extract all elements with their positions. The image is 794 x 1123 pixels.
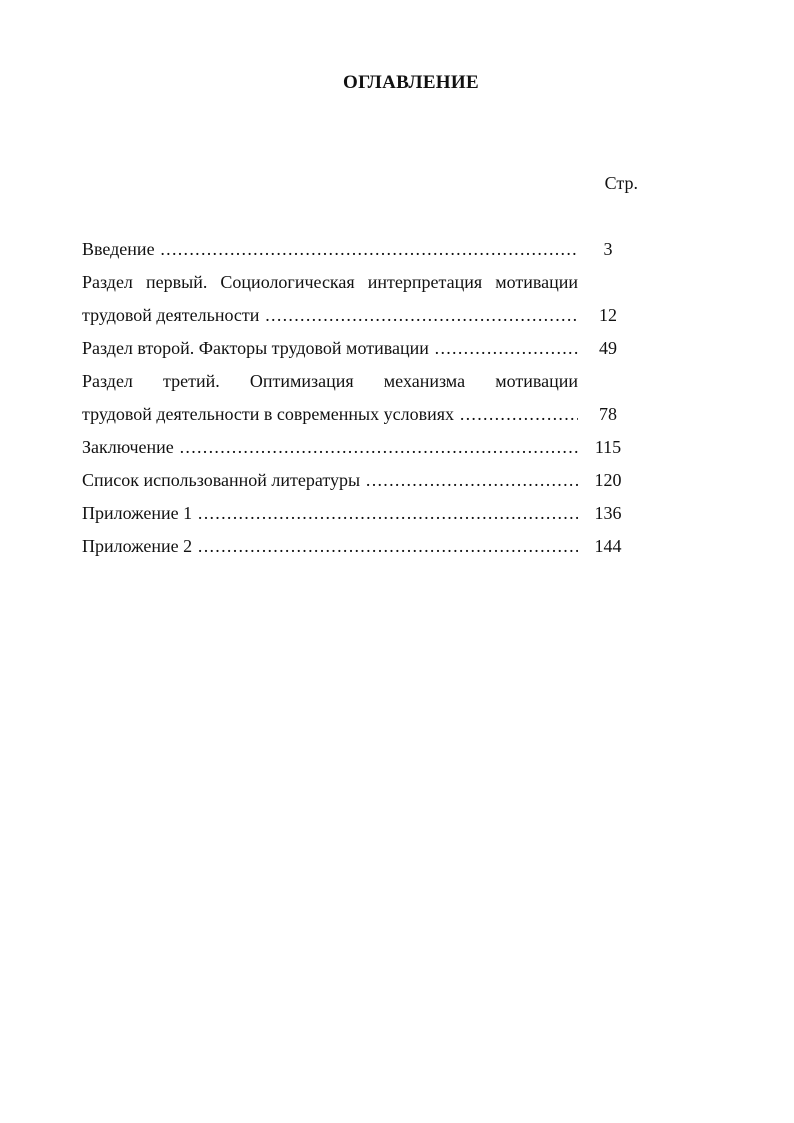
toc-entry-title: Раздел третий. Оптимизация механизма мотивации — [82, 371, 578, 391]
toc-entry-section-2[interactable] — [82, 335, 638, 368]
toc-entry-section-3[interactable] — [82, 368, 638, 434]
toc-entry-appendix-2[interactable] — [82, 533, 638, 566]
toc-entry-bibliography[interactable] — [82, 467, 638, 500]
toc-entry-introduction[interactable] — [82, 236, 638, 269]
page-number-column-header: Стр. — [604, 173, 638, 193]
toc-entry-page-number: 144 — [594, 536, 622, 556]
toc-entry-title-continued: трудовой деятельности в современных условиях ..... — [82, 401, 578, 427]
toc-entry-title: Заключение ..... — [82, 434, 578, 460]
toc-entry-page-number: 3 — [603, 239, 613, 259]
table-of-contents — [82, 236, 638, 566]
toc-entry-appendix-1[interactable] — [82, 500, 638, 533]
page-title: ОГЛАВЛЕНИЕ — [343, 72, 479, 93]
toc-entry-page-number: 12 — [599, 305, 617, 325]
toc-entry-page-number: 78 — [599, 404, 617, 424]
toc-entry-title: Приложение 2 ..... — [82, 533, 578, 559]
toc-entry-section-1[interactable] — [82, 269, 638, 335]
toc-entry-title-continued: трудовой деятельности ..... — [82, 302, 578, 328]
toc-entry-page-number: 136 — [594, 503, 622, 523]
toc-entry-page-number: 49 — [599, 338, 617, 358]
toc-entry-page-number: 120 — [594, 470, 622, 490]
toc-entry-title: Раздел первый. Социологическая интерпретация мотивации — [82, 272, 578, 292]
toc-entry-title: Приложение 1 ..... — [82, 500, 578, 526]
toc-entry-page-number: 115 — [594, 437, 622, 457]
toc-entry-title: Раздел второй. Факторы трудовой мотивации ..... — [82, 335, 578, 361]
toc-entry-title: Введение ..... — [82, 236, 578, 262]
toc-entry-conclusion[interactable] — [82, 434, 638, 467]
toc-entry-title: Список использованной литературы ..... — [82, 467, 578, 493]
